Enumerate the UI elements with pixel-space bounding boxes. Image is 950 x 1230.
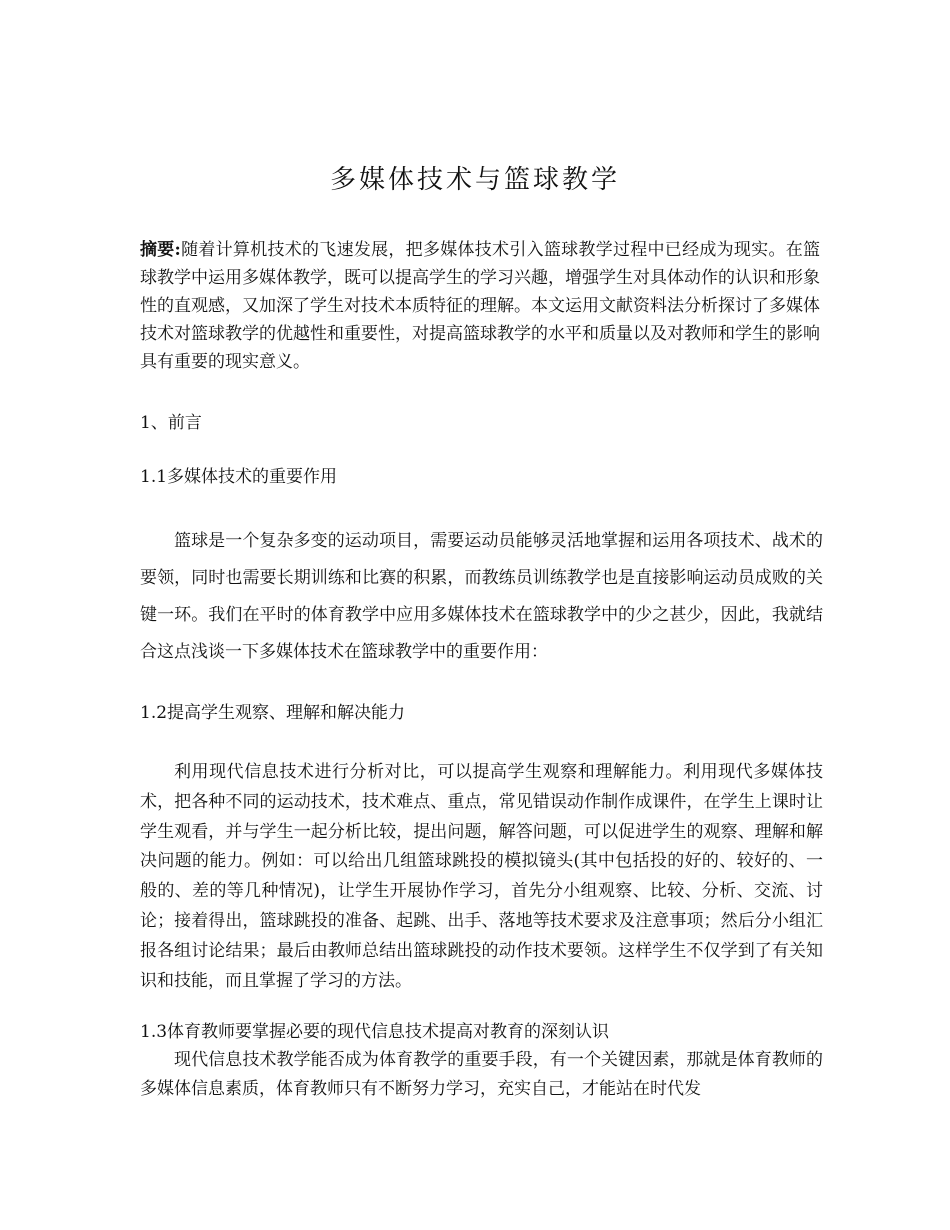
document-title: 多媒体技术与篮球教学 [329, 165, 620, 195]
section-heading-1-3: 1.3体育教师要掌握必要的现代信息技术提高对教育的深刻认识 [140, 1022, 610, 1042]
abstract-label: 摘要: [140, 240, 181, 260]
section-paragraph-1-3: 现代信息技术教学能否成为体育教学的重要手段，有一个关键因素，那就是体育教师的多媒体信息素质，体育教师只有不断努力学习，充实自己，才能站在时代发 [140, 1050, 823, 1099]
abstract-text: 随着计算机技术的飞速发展，把多媒体技术引入篮球教学过程中已经成为现实。在篮球教学中运用多媒体教学，既可以提高学生的学习兴趣，增强学生对具体动作的认识和形象性的直观感，又加深了学生对技术本质特征的理解。本文运用文献资料法分析探讨了多媒体技术对篮球教学的优越性和重要性，对提高篮球教学的水平和质量以及对教师和学生的影响具有重要的现实意义。 [140, 240, 820, 372]
section-heading-intro: 1、前言 [140, 413, 202, 433]
section-paragraph-1-1: 篮球是一个复杂多变的运动项目，需要运动员能够灵活地掌握和运用各项技术、战术的要领，同时也需要长期训练和比赛的积累，而教练员训练教学也是直接影响运动员成败的关键一环。我们在平时的体育教学中应用多媒体技术在篮球教学中的少之甚少，因此，我就结合这点浅谈一下多媒体技术在篮球教学中的重要作用： [140, 531, 823, 662]
section-heading-1-2: 1.2提高学生观察、理解和解决能力 [140, 703, 406, 723]
abstract-block [140, 236, 820, 376]
section-heading-1-1: 1.1多媒体技术的重要作用 [140, 467, 338, 487]
section-paragraph-1-2: 利用现代信息技术进行分析对比，可以提高学生观察和理解能力。利用现代多媒体技术，把各种不同的运动技术，技术难点、重点，常见错误动作制作成课件，在学生上课时让学生观看，并与学生一起分析比较，提出问题，解答问题，可以促进学生的观察、理解和解决问题的能力。例如：可以给出几组篮球跳投的模拟镜头(其中包括投的好的、较好的、一般的、差的等几种情况)，让学生开展协作学习，首先分小组观察、比较、分析、交流、讨论；接着得出，篮球跳投的准备、起跳、出手、落地等技术要求及注意事项；然后分小组汇报各组讨论结果；最后由教师总结出篮球跳投的动作技术要领。这样学生不仅学到了有关知识和技能，而且掌握了学习的方法。 [140, 762, 823, 991]
